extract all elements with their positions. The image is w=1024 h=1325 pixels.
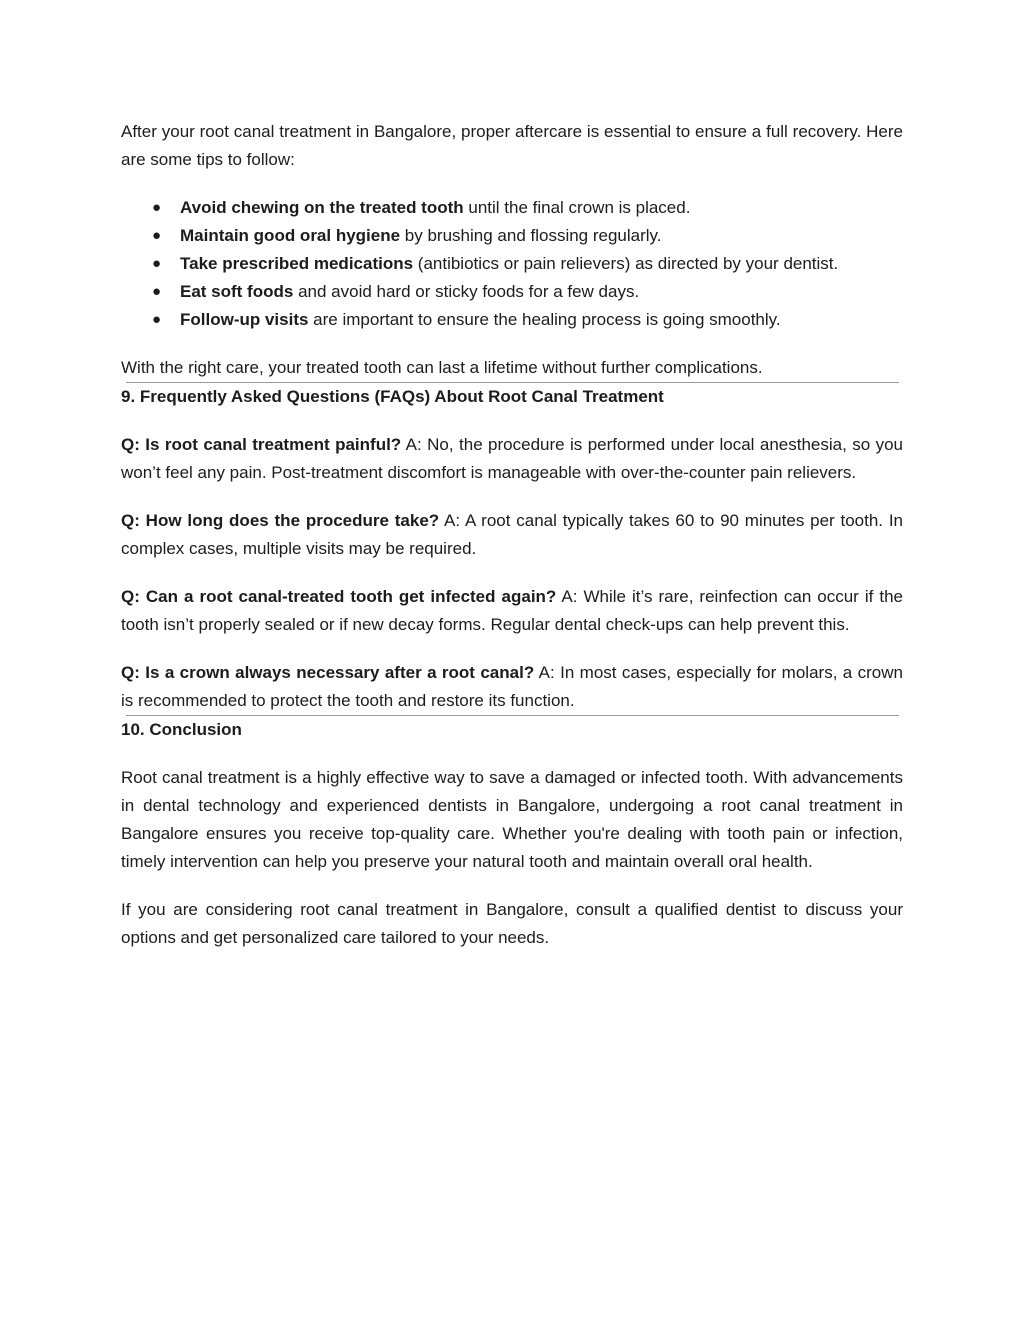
aftercare-tips-list <box>121 194 903 334</box>
list-item <box>121 278 903 306</box>
faq-item <box>121 659 903 715</box>
conclusion-paragraph: Root canal treatment is a highly effective way to save a damaged or infected tooth. With advancements in dental technology and experienced dentists in Bangalore, undergoing a root canal treatment in Bangalore ensures you receive top-quality care. Whether you're dealing with tooth pain or infection, timely intervention can help you preserve your natural tooth and maintain overall oral health. <box>121 768 903 871</box>
tip-text: are important to ensure the healing process is going smoothly. <box>308 310 781 329</box>
closing-paragraph: With the right care, your treated tooth can last a lifetime without further complications. <box>121 358 763 377</box>
faq-item <box>121 507 903 563</box>
faq-heading: 9. Frequently Asked Questions (FAQs) About Root Canal Treatment <box>121 387 664 406</box>
faq-question: Q: How long does the procedure take? <box>121 511 440 530</box>
list-item <box>121 250 903 278</box>
faq-item <box>121 431 903 487</box>
tip-text: until the final crown is placed. <box>463 198 691 217</box>
tip-bold: Take prescribed medications <box>180 254 414 273</box>
list-item <box>121 306 903 334</box>
bullet-icon: ● <box>152 311 162 328</box>
bullet-icon: ● <box>152 255 162 272</box>
tip-text: (antibiotics or pain relievers) as directed by your dentist. <box>413 254 839 273</box>
tip-bold: Maintain good oral hygiene <box>180 226 401 245</box>
faq-question: Q: Is a crown always necessary after a root canal? <box>121 663 535 682</box>
tip-text: and avoid hard or sticky foods for a few days. <box>293 282 640 301</box>
faq-item <box>121 583 903 639</box>
bullet-icon: ● <box>152 283 162 300</box>
faq-answer: A: No, the procedure is performed under local anesthesia, so you won’t feel any pain. Post-treatment discomfort is manageable with over-the-counter pain relievers. <box>121 435 903 482</box>
faq-question: Q: Can a root canal-treated tooth get infected again? <box>121 587 557 606</box>
bullet-icon: ● <box>152 199 162 216</box>
tip-bold: Follow-up visits <box>180 310 309 329</box>
list-item <box>121 194 903 222</box>
faq-answer: A: In most cases, especially for molars, a crown is recommended to protect the tooth and restore its function. <box>121 663 903 710</box>
list-item <box>121 222 903 250</box>
faq-question: Q: Is root canal treatment painful? <box>121 435 402 454</box>
conclusion-paragraph: If you are considering root canal treatment in Bangalore, consult a qualified dentist to discuss your options and get personalized care tailored to your needs. <box>121 900 903 947</box>
faq-answer: A: A root canal typically takes 60 to 90 minutes per tooth. In complex cases, multiple visits may be required. <box>121 511 903 558</box>
intro-paragraph: After your root canal treatment in Bangalore, proper aftercare is essential to ensure a full recovery. Here are some tips to follow: <box>121 122 903 169</box>
conclusion-heading: 10. Conclusion <box>121 720 242 739</box>
faq-answer: A: While it’s rare, reinfection can occur if the tooth isn’t properly sealed or if new decay forms. Regular dental check-ups can help prevent this. <box>121 587 903 634</box>
tip-text: by brushing and flossing regularly. <box>400 226 662 245</box>
tip-bold: Avoid chewing on the treated tooth <box>180 198 464 217</box>
tip-bold: Eat soft foods <box>180 282 294 301</box>
document-page <box>121 118 903 952</box>
bullet-icon: ● <box>152 227 162 244</box>
